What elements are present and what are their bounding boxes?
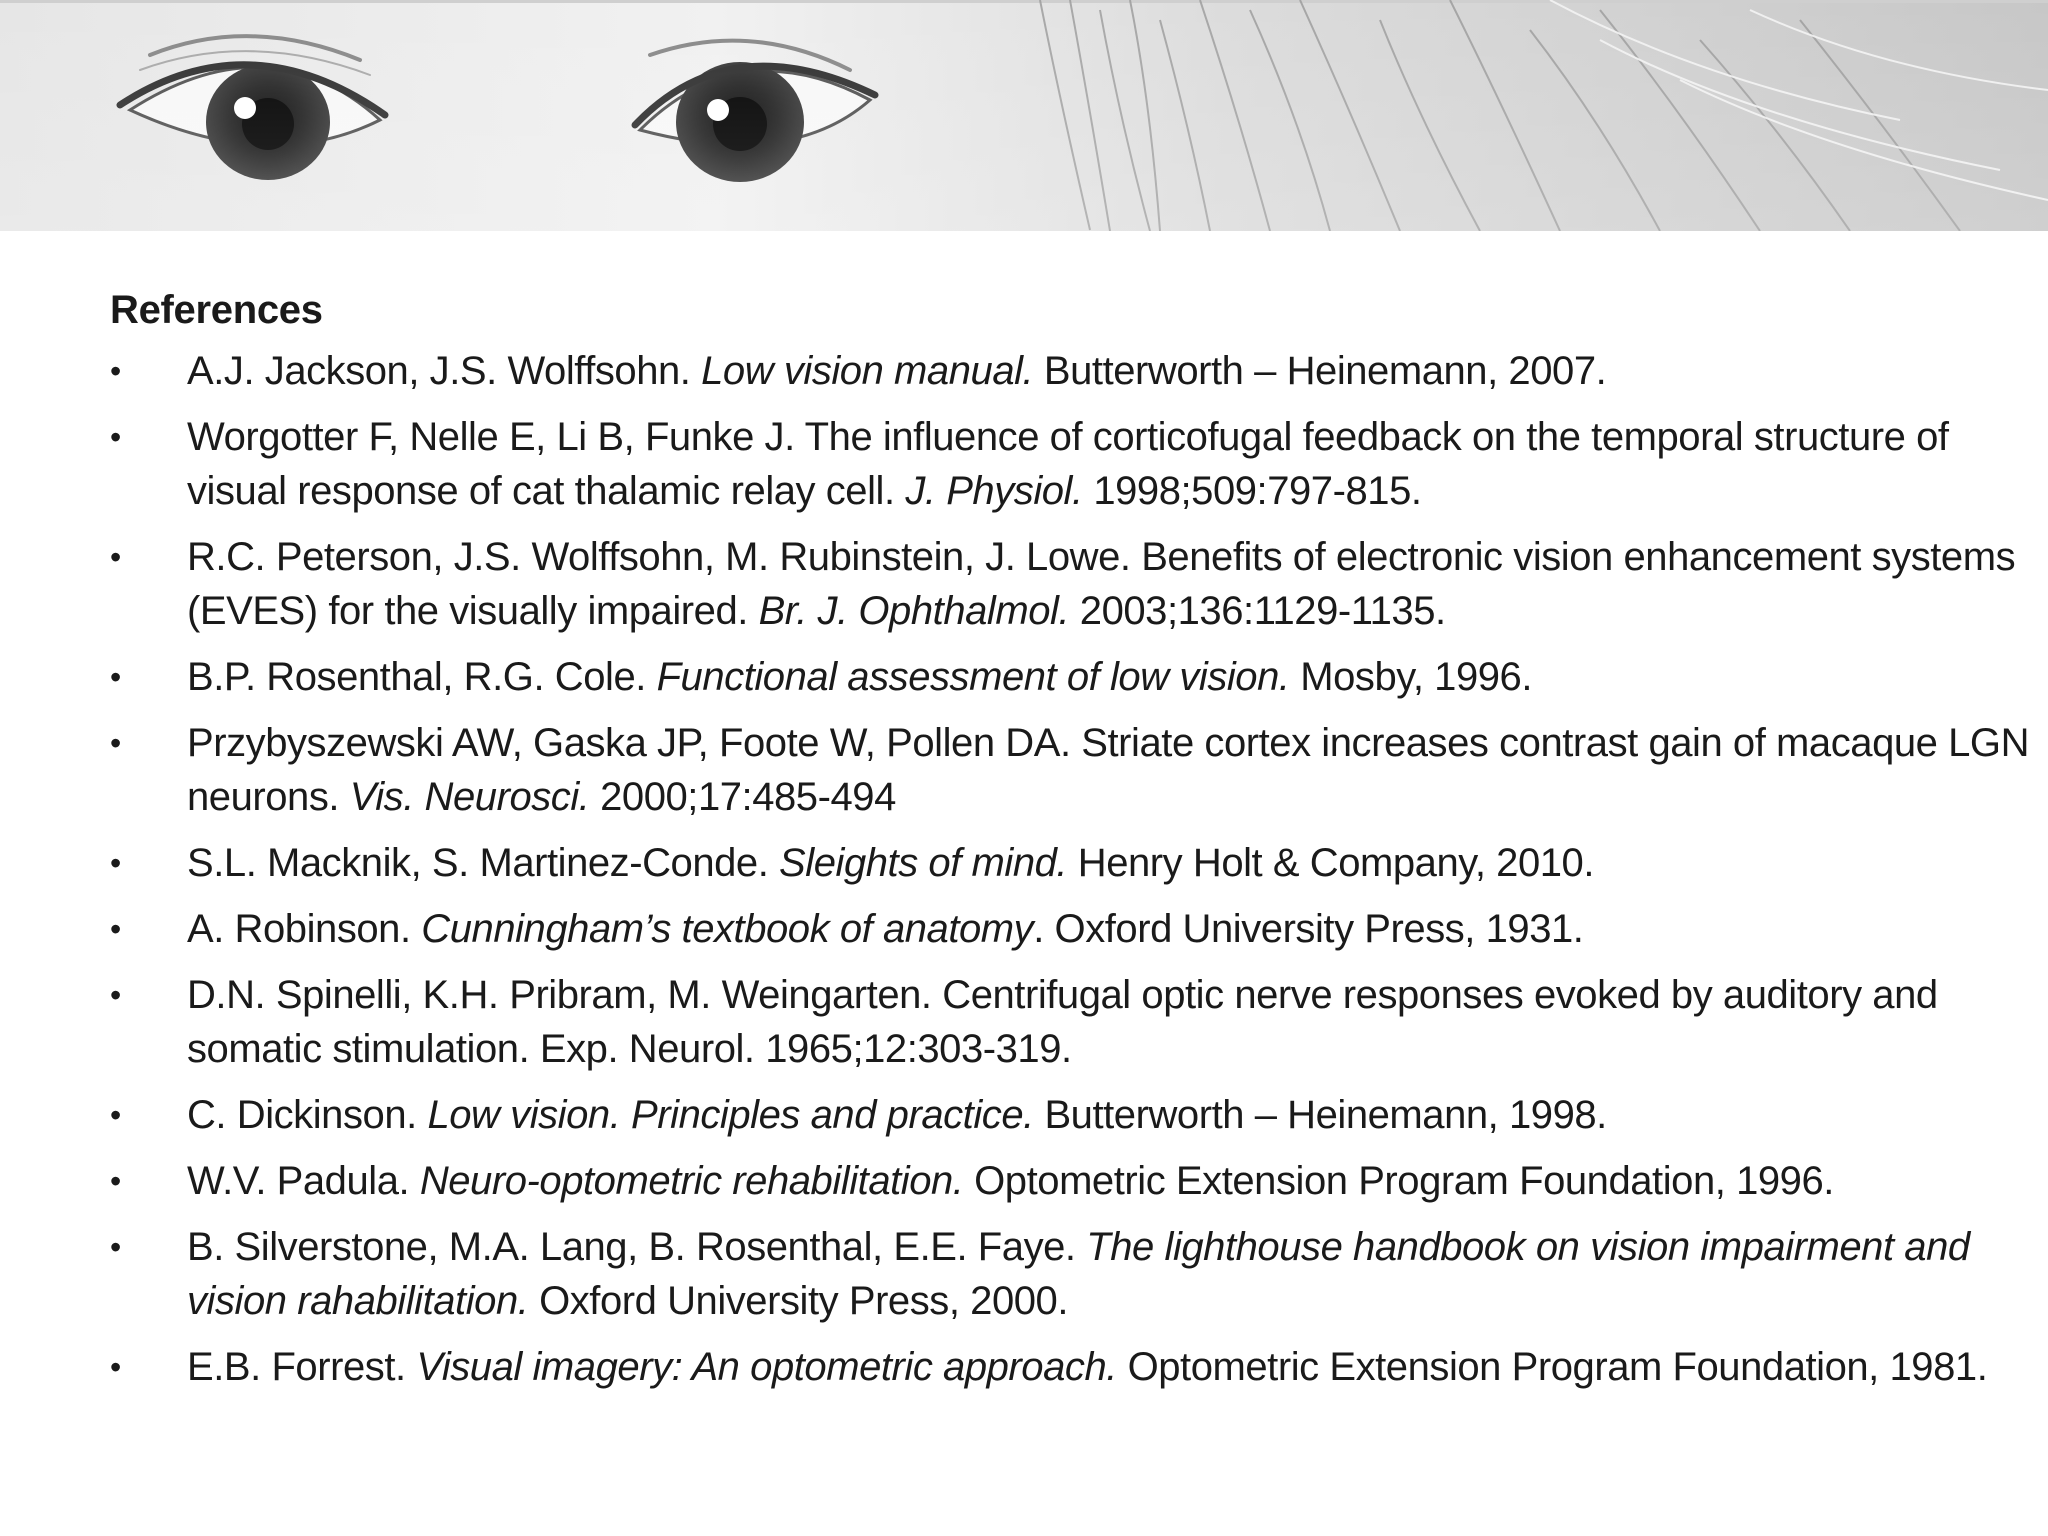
reference-item [110, 1154, 2037, 1208]
bullet-icon: • [110, 659, 121, 695]
reference-text: Przybyszewski AW, Gaska JP, Foote W, Pollen DA. Striate cortex increases contrast gain of macaque LGN neurons. [187, 721, 2030, 819]
reference-item [110, 1088, 2037, 1142]
bullet-icon: • [110, 419, 121, 455]
reference-item [110, 968, 2037, 1076]
reference-source: 2003;136:1129-1135. [1069, 589, 1446, 633]
reference-item [110, 344, 2037, 398]
reference-source: Optometric Extension Program Foundation, 1996. [963, 1159, 1834, 1203]
reference-source: Oxford University Press, 2000. [528, 1279, 1069, 1323]
bullet-icon: • [110, 1229, 121, 1265]
bullet-icon: • [110, 977, 121, 1013]
reference-title: The lighthouse handbook on vision impairment and vision rahabilitation. [187, 1225, 1970, 1323]
reference-title: Low vision. Principles and practice. [427, 1093, 1034, 1137]
references-section [110, 282, 2030, 1406]
reference-item [110, 902, 2037, 956]
reference-text: A. Robinson. [187, 907, 422, 951]
reference-source: 2000;17:485-494 [589, 775, 896, 819]
reference-title: Sleights of mind. [779, 841, 1068, 885]
reference-title: Br. J. Ophthalmol. [758, 589, 1070, 633]
reference-title: Vis. Neurosci. [349, 775, 590, 819]
reference-text: S.L. Macknik, S. Martinez-Conde. [187, 841, 780, 885]
bullet-icon: • [110, 353, 121, 389]
reference-item [110, 716, 2037, 824]
reference-text: Worgotter F, Nelle E, Li B, Funke J. The influence of corticofugal feedback on the temporal structure of visual response of cat thalamic relay cell. [187, 415, 1949, 513]
reference-title: Cunningham’s textbook of anatomy [421, 907, 1034, 951]
reference-item [110, 530, 2037, 638]
reference-title: Functional assessment of low vision. [656, 655, 1290, 699]
reference-title: Low vision manual. [701, 349, 1034, 393]
bullet-icon: • [110, 911, 121, 947]
references-list [110, 344, 2030, 1394]
reference-item [110, 410, 2037, 518]
bullet-icon: • [110, 1097, 121, 1133]
bullet-icon: • [110, 1163, 121, 1199]
reference-title: Neuro-optometric rehabilitation. [419, 1159, 964, 1203]
reference-source: Mosby, 1996. [1289, 655, 1532, 699]
reference-item [110, 1340, 2037, 1394]
reference-text: D.N. Spinelli, K.H. Pribram, M. Weingarten. Centrifugal optic nerve responses evoked by auditory and somatic stimulation. Exp. Neurol. 1965;12:303-319. [187, 973, 1938, 1071]
reference-text: A.J. Jackson, J.S. Wolffsohn. [187, 349, 702, 393]
reference-item [110, 650, 2037, 704]
reference-source: 1998;509:797-815. [1082, 469, 1422, 513]
reference-text: W.V. Padula. [187, 1159, 420, 1203]
reference-text: B.P. Rosenthal, R.G. Cole. [187, 655, 657, 699]
reference-source: Butterworth – Heinemann, 1998. [1033, 1093, 1607, 1137]
reference-item [110, 836, 2037, 890]
references-heading: References [110, 288, 323, 332]
reference-source: Henry Holt & Company, 2010. [1067, 841, 1595, 885]
bullet-icon: • [110, 1349, 121, 1385]
reference-text: R.C. Peterson, J.S. Wolffsohn, M. Rubinstein, J. Lowe. Benefits of electronic vision enhancement systems (EVES) for the visually impaired. [187, 535, 2016, 633]
bullet-icon: • [110, 725, 121, 761]
reference-text: C. Dickinson. [187, 1093, 428, 1137]
bullet-icon: • [110, 845, 121, 881]
reference-source: . Oxford University Press, 1931. [1033, 907, 1584, 951]
reference-title: Visual imagery: An optometric approach. [416, 1345, 1117, 1389]
reference-title: J. Physiol. [905, 469, 1083, 513]
reference-source: Butterworth – Heinemann, 2007. [1033, 349, 1607, 393]
reference-source: Optometric Extension Program Foundation, 1981. [1116, 1345, 1988, 1389]
bullet-icon: • [110, 539, 121, 575]
reference-item [110, 1220, 2037, 1328]
reference-text: B. Silverstone, M.A. Lang, B. Rosenthal, E.E. Faye. [187, 1225, 1087, 1269]
reference-text: E.B. Forrest. [187, 1345, 417, 1389]
eyes-banner-image [0, 0, 2048, 231]
